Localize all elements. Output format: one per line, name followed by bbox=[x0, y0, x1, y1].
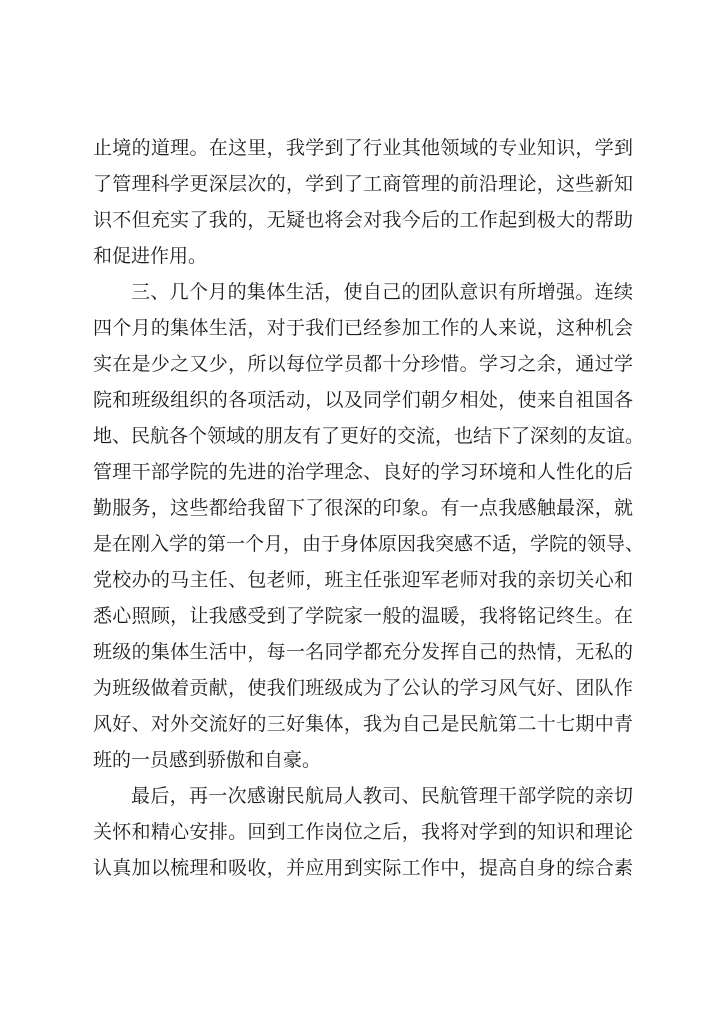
text-line: 认真加以梳理和吸收，并应用到实际工作中，提高自身的综合素 bbox=[93, 857, 633, 879]
text-line: 地、民航各个领域的朋友有了更好的交流，也结下了深刻的友谊。 bbox=[93, 425, 645, 447]
text-line: 院和班级组织的各项活动，以及同学们朝夕相处，使来自祖国各 bbox=[93, 389, 633, 411]
text-line: 识不但充实了我的，无疑也将会对我今后的工作起到极大的帮助 bbox=[93, 209, 633, 231]
text-line: 止境的道理。在这里，我学到了行业其他领域的专业知识，学到 bbox=[93, 137, 633, 159]
text-line: 班级的集体生活中，每一名同学都充分发挥自己的热情，无私的 bbox=[93, 641, 633, 663]
text-line: 是在刚入学的第一个月，由于身体原因我突感不适，学院的领导、 bbox=[93, 533, 645, 555]
text-line: 风好、对外交流好的三好集体，我为自己是民航第二十七期中青 bbox=[93, 713, 633, 735]
text-line: 实在是少之又少，所以每位学员都十分珍惜。学习之余，通过学 bbox=[93, 353, 633, 375]
text-line: 为班级做着贡献，使我们班级成为了公认的学习风气好、团队作 bbox=[93, 677, 633, 699]
text-line: 悉心照顾，让我感受到了学院家一般的温暖，我将铭记终生。在 bbox=[93, 605, 633, 627]
text-line: 管理干部学院的先进的治学理念、良好的学习环境和人性化的后 bbox=[93, 461, 633, 483]
text-line: 班的一员感到骄傲和自豪。 bbox=[93, 749, 322, 771]
text-line: 和促进作用。 bbox=[93, 245, 208, 267]
text-line: 了管理科学更深层次的，学到了工商管理的前沿理论，这些新知 bbox=[93, 173, 633, 195]
text-line: 关怀和精心安排。回到工作岗位之后，我将对学到的知识和理论 bbox=[93, 821, 633, 843]
text-line: 勤服务，这些都给我留下了很深的印象。有一点我感触最深，就 bbox=[93, 497, 633, 519]
text-line: 党校办的马主任、包老师，班主任张迎军老师对我的亲切关心和 bbox=[93, 569, 633, 591]
text-line: 四个月的集体生活，对于我们已经参加工作的人来说，这种机会 bbox=[93, 317, 633, 339]
paragraph-start-line: 三、几个月的集体生活，使自己的团队意识有所增强。连续 bbox=[131, 281, 633, 303]
paragraph-start-line: 最后，再一次感谢民航局人教司、民航管理干部学院的亲切 bbox=[131, 785, 633, 807]
